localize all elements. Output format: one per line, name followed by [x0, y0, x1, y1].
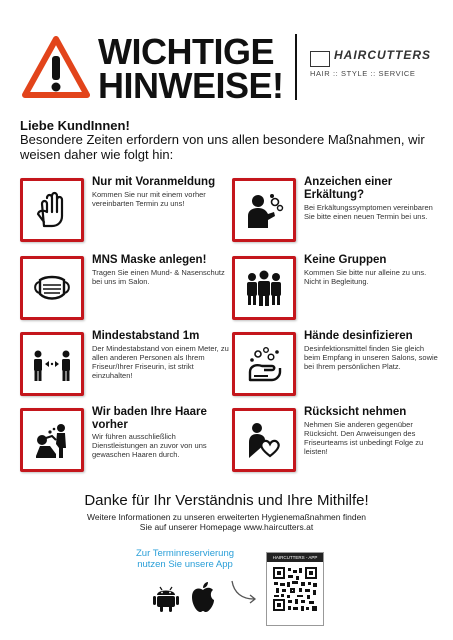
greeting: Liebe KundInnen!: [20, 118, 130, 133]
header-divider: [295, 34, 297, 100]
hair-wash-icon: [20, 408, 84, 472]
card-title: Anzeichen einer Erkältung?: [304, 176, 393, 201]
brand-name: HAIRCUTTERS: [334, 48, 431, 62]
card-description: Wir führen ausschließlich Dienstleistungen an zuvor von uns gewaschen Haaren durch.: [92, 432, 207, 459]
apple-icon[interactable]: [188, 580, 218, 614]
app-promo-line-2: nutzen Sie unsere App: [137, 559, 233, 570]
page-title-line-2: HINWEISE!: [98, 65, 284, 106]
card-title: Wir baden Ihre Haare vorher: [92, 406, 207, 431]
brand-slogan: HAIR :: STYLE :: SERVICE: [310, 69, 416, 78]
card-title: Mindestabstand 1m: [92, 330, 200, 342]
card-description: Tragen Sie einen Mund- & Nasenschutz bei uns im Salon.: [92, 268, 225, 286]
card-description: Desinfektionsmittel finden Sie gleich beim Empfang in unseren Salons, sowie bei Ihrem persönlichen Platz.: [304, 344, 438, 371]
warning-triangle-icon: [22, 36, 90, 98]
card-title: Hände desinfizieren: [304, 330, 413, 342]
android-icon[interactable]: [152, 583, 180, 613]
distance-icon: [20, 332, 84, 396]
qr-code-icon[interactable]: [272, 566, 318, 612]
logo-mark-icon: [310, 51, 330, 67]
card-description: Nehmen Sie anderen gegenüber Rücksicht. Den Anweisungen des Friseurteams ist unbedingt Folge zu leisten!: [304, 420, 424, 456]
card-title: Nur mit Voranmeldung: [92, 176, 216, 188]
thanks-message: Danke für Ihr Verständnis und Ihre Mithilfe!: [84, 492, 369, 509]
group-icon: [232, 256, 296, 320]
care-heart-icon: [232, 408, 296, 472]
stop-hand-icon: [20, 178, 84, 242]
page-title-line-1: WICHTIGE: [98, 31, 274, 72]
info-line-2: Sie auf unserer Homepage www.haircutters.at: [139, 522, 314, 532]
qr-code-card[interactable]: [266, 552, 324, 626]
qr-header: HAIRCUTTERS - APP: [267, 553, 323, 562]
sneeze-icon: [232, 178, 296, 242]
card-description: Der Mindestabstand von einem Meter, zu allen anderen Personen als Ihrem Friseur/Ihrer Friseurin, ist strikt einzuhalten!: [92, 344, 229, 380]
mask-icon: [20, 256, 84, 320]
card-description: Bei Erkältungssymptomen vereinbaren Sie bitte einen neuen Termin bei uns.: [304, 203, 433, 221]
info-line-1: Weitere Informationen zu unseren erweiterten Hygienemaßnahmen finden: [86, 512, 367, 522]
card-title: Rücksicht nehmen: [304, 406, 407, 418]
hand-wash-icon: [232, 332, 296, 396]
card-description: Kommen Sie bitte nur alleine zu uns. Nicht in Begleitung.: [304, 268, 427, 286]
intro-text: Besondere Zeiten erfordern von uns allen besondere Maßnahmen, wir weisen daher wie folgt hin:: [20, 132, 425, 162]
card-description: Kommen Sie nur mit einem vorher vereinbarten Termin zu uns!: [92, 190, 206, 208]
card-title: Keine Gruppen: [304, 254, 387, 266]
app-promo-line-1: Zur Terminreservierung: [135, 548, 235, 559]
curved-arrow-icon: [228, 577, 260, 605]
card-title: MNS Maske anlegen!: [92, 254, 207, 266]
